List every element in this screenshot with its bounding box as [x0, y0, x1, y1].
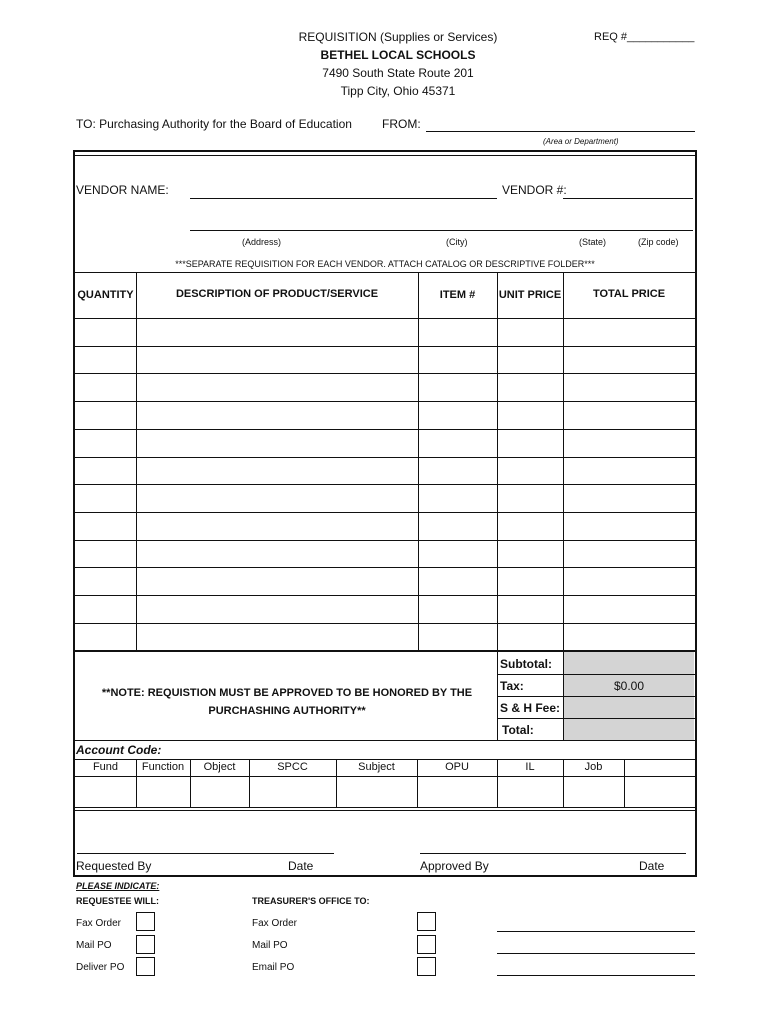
quantity-header: QUANTITY — [77, 289, 134, 301]
form-title: REQUISITION (Supplies or Services) — [298, 30, 498, 44]
vendor-name-label: VENDOR NAME: — [76, 183, 169, 197]
account-function-field[interactable] — [137, 777, 190, 807]
items-header-top-line — [75, 272, 695, 273]
item-cell-quantity[interactable] — [76, 624, 136, 651]
item-cell-item-number[interactable] — [419, 596, 497, 623]
account-job-field[interactable] — [564, 777, 624, 807]
item-cell-quantity[interactable] — [76, 319, 136, 346]
account-il-field[interactable] — [498, 777, 563, 807]
item-cell-description[interactable] — [137, 541, 418, 568]
account-fund-field[interactable] — [76, 777, 136, 807]
account-job-header: Job — [584, 761, 603, 773]
account-il-header: IL — [525, 761, 535, 773]
account-object-header: Object — [203, 761, 236, 773]
vendor-name-line[interactable] — [190, 198, 497, 199]
item-cell-item-number[interactable] — [419, 347, 497, 374]
item-cell-total-price[interactable] — [564, 541, 695, 568]
account-object-field[interactable] — [191, 777, 249, 807]
account-function-header: Function — [141, 761, 185, 773]
school-address-line2: Tipp City, Ohio 45371 — [340, 84, 456, 98]
signature-top-line — [75, 807, 695, 808]
requestee-fax-order-checkbox[interactable] — [136, 912, 155, 931]
item-cell-total-price[interactable] — [564, 513, 695, 540]
item-cell-unit-price[interactable] — [498, 596, 563, 623]
treasurer-email-po-checkbox[interactable] — [417, 957, 436, 976]
req-number-label[interactable]: REQ #___________ — [594, 31, 695, 43]
item-cell-item-number[interactable] — [419, 485, 497, 512]
subtotal-label: Subtotal: — [500, 657, 552, 671]
item-cell-item-number[interactable] — [419, 374, 497, 401]
requested-by-line[interactable] — [77, 853, 334, 854]
requestee-fax-order-label: Fax Order — [76, 918, 122, 929]
item-cell-unit-price[interactable] — [498, 541, 563, 568]
area-department-note: (Area or Department) — [543, 137, 619, 146]
item-cell-unit-price[interactable] — [498, 458, 563, 485]
item-cell-unit-price[interactable] — [498, 347, 563, 374]
totals-row-line-1 — [497, 674, 695, 675]
item-cell-description[interactable] — [137, 374, 418, 401]
item-cell-description[interactable] — [137, 458, 418, 485]
account-header-top-line — [75, 759, 695, 760]
item-cell-unit-price[interactable] — [498, 402, 563, 429]
item-cell-total-price[interactable] — [564, 430, 695, 457]
item-cell-total-price[interactable] — [564, 458, 695, 485]
description-header: DESCRIPTION OF PRODUCT/SERVICE — [175, 288, 379, 300]
item-cell-item-number[interactable] — [419, 319, 497, 346]
requestee-header: REQUESTEE WILL: — [76, 896, 159, 906]
account-opu-header: OPU — [445, 761, 469, 773]
zip-caption: (Zip code) — [638, 237, 679, 247]
account-opu-field[interactable] — [418, 777, 497, 807]
item-cell-quantity[interactable] — [76, 541, 136, 568]
item-cell-quantity[interactable] — [76, 430, 136, 457]
item-cell-quantity[interactable] — [76, 485, 136, 512]
item-cell-description[interactable] — [137, 624, 418, 651]
treasurer-fax-order-checkbox[interactable] — [417, 912, 436, 931]
item-cell-unit-price[interactable] — [498, 485, 563, 512]
separate-requisition-note: ***SEPARATE REQUISITION FOR EACH VENDOR. ATTACH CATALOG OR DESCRIPTIVE FOLDER*** — [175, 259, 595, 269]
treasurer-header: TREASURER'S OFFICE TO: — [252, 896, 370, 906]
item-cell-unit-price[interactable] — [498, 374, 563, 401]
frame-inner-top-line — [75, 155, 695, 156]
account-spcc-field[interactable] — [250, 777, 336, 807]
requestee-mail-po-checkbox[interactable] — [136, 935, 155, 954]
item-cell-unit-price[interactable] — [498, 319, 563, 346]
state-caption: (State) — [579, 237, 607, 247]
item-cell-item-number[interactable] — [419, 402, 497, 429]
item-cell-item-number[interactable] — [419, 513, 497, 540]
item-cell-total-price[interactable] — [564, 319, 695, 346]
item-cell-unit-price[interactable] — [498, 513, 563, 540]
item-number-header: ITEM # — [439, 289, 476, 301]
item-cell-quantity[interactable] — [76, 458, 136, 485]
item-cell-quantity[interactable] — [76, 374, 136, 401]
tax-value: $0.00 — [613, 679, 645, 693]
from-field-line[interactable] — [426, 131, 695, 132]
sh-fee-label: S & H Fee: — [500, 701, 561, 715]
account-column-divider — [624, 759, 625, 807]
item-cell-item-number[interactable] — [419, 458, 497, 485]
item-cell-item-number[interactable] — [419, 430, 497, 457]
account-subject-field[interactable] — [337, 777, 417, 807]
item-cell-quantity[interactable] — [76, 402, 136, 429]
item-cell-total-price[interactable] — [564, 374, 695, 401]
item-cell-quantity[interactable] — [76, 347, 136, 374]
item-cell-item-number[interactable] — [419, 624, 497, 651]
item-cell-unit-price[interactable] — [498, 568, 563, 595]
item-cell-total-price[interactable] — [564, 402, 695, 429]
approval-note: **NOTE: REQUISTION MUST BE APPROVED TO BE HONORED BY THE PURCHASHING AUTHORITY** — [101, 687, 473, 717]
account-fund-header: Fund — [92, 761, 119, 773]
signature-top-line-2 — [75, 810, 695, 811]
item-cell-description[interactable] — [137, 596, 418, 623]
tax-label: Tax: — [500, 679, 524, 693]
item-cell-description[interactable] — [137, 347, 418, 374]
item-cell-unit-price[interactable] — [498, 430, 563, 457]
treasurer-email-po-label: Email PO — [252, 962, 295, 973]
item-cell-description[interactable] — [137, 430, 418, 457]
treasurer-mail-po-checkbox[interactable] — [417, 935, 436, 954]
totals-row-line-2 — [497, 696, 695, 697]
vendor-address-line[interactable] — [190, 230, 693, 231]
school-name: BETHEL LOCAL SCHOOLS — [320, 48, 476, 62]
item-cell-description[interactable] — [137, 513, 418, 540]
item-cell-item-number[interactable] — [419, 541, 497, 568]
item-cell-unit-price[interactable] — [498, 624, 563, 651]
account-code-title: Account Code: — [76, 743, 162, 757]
item-cell-total-price[interactable] — [564, 568, 695, 595]
mail-address-line[interactable] — [497, 953, 695, 954]
account-subject-header: Subject — [358, 761, 395, 773]
requestee-deliver-po-label: Deliver PO — [76, 962, 125, 973]
item-cell-description[interactable] — [137, 568, 418, 595]
city-caption: (City) — [446, 237, 468, 247]
total-price-header: TOTAL PRICE — [592, 288, 666, 300]
approved-by-label: Approved By — [420, 859, 489, 873]
total-label: Total: — [502, 723, 534, 737]
school-address-line1: 7490 South State Route 201 — [322, 66, 474, 80]
item-cell-item-number[interactable] — [419, 568, 497, 595]
treasurer-mail-po-label: Mail PO — [252, 940, 288, 951]
item-cell-description[interactable] — [137, 485, 418, 512]
item-cell-quantity[interactable] — [76, 596, 136, 623]
requestee-deliver-po-checkbox[interactable] — [136, 957, 155, 976]
item-cell-quantity[interactable] — [76, 568, 136, 595]
item-cell-quantity[interactable] — [76, 513, 136, 540]
treasurer-fax-order-label: Fax Order — [252, 918, 298, 929]
please-indicate-title: PLEASE INDICATE: — [76, 881, 160, 891]
totals-row-line-3 — [497, 718, 695, 719]
vendor-number-line[interactable] — [563, 198, 693, 199]
vendor-number-label: VENDOR #: — [502, 183, 567, 197]
item-cell-description[interactable] — [137, 319, 418, 346]
item-cell-total-price[interactable] — [564, 596, 695, 623]
account-spcc-header: SPCC — [277, 761, 308, 773]
fax-number-line[interactable] — [497, 931, 695, 932]
unit-price-header: UNIT PRICE — [498, 289, 562, 301]
email-address-line[interactable] — [497, 975, 695, 976]
request-date-label: Date — [288, 859, 314, 873]
item-cell-total-price[interactable] — [564, 485, 695, 512]
from-label: FROM: — [382, 117, 421, 131]
requestee-mail-po-label: Mail PO — [76, 940, 112, 951]
to-label: TO: Purchasing Authority for the Board of Education — [76, 117, 352, 131]
item-cell-total-price[interactable] — [564, 624, 695, 651]
item-cell-description[interactable] — [137, 402, 418, 429]
item-cell-total-price[interactable] — [564, 347, 695, 374]
requested-by-label: Requested By — [76, 859, 152, 873]
account-top-line — [75, 740, 695, 741]
approved-by-line[interactable] — [420, 853, 686, 854]
approval-date-label: Date — [639, 859, 665, 873]
address-caption: (Address) — [242, 237, 282, 247]
